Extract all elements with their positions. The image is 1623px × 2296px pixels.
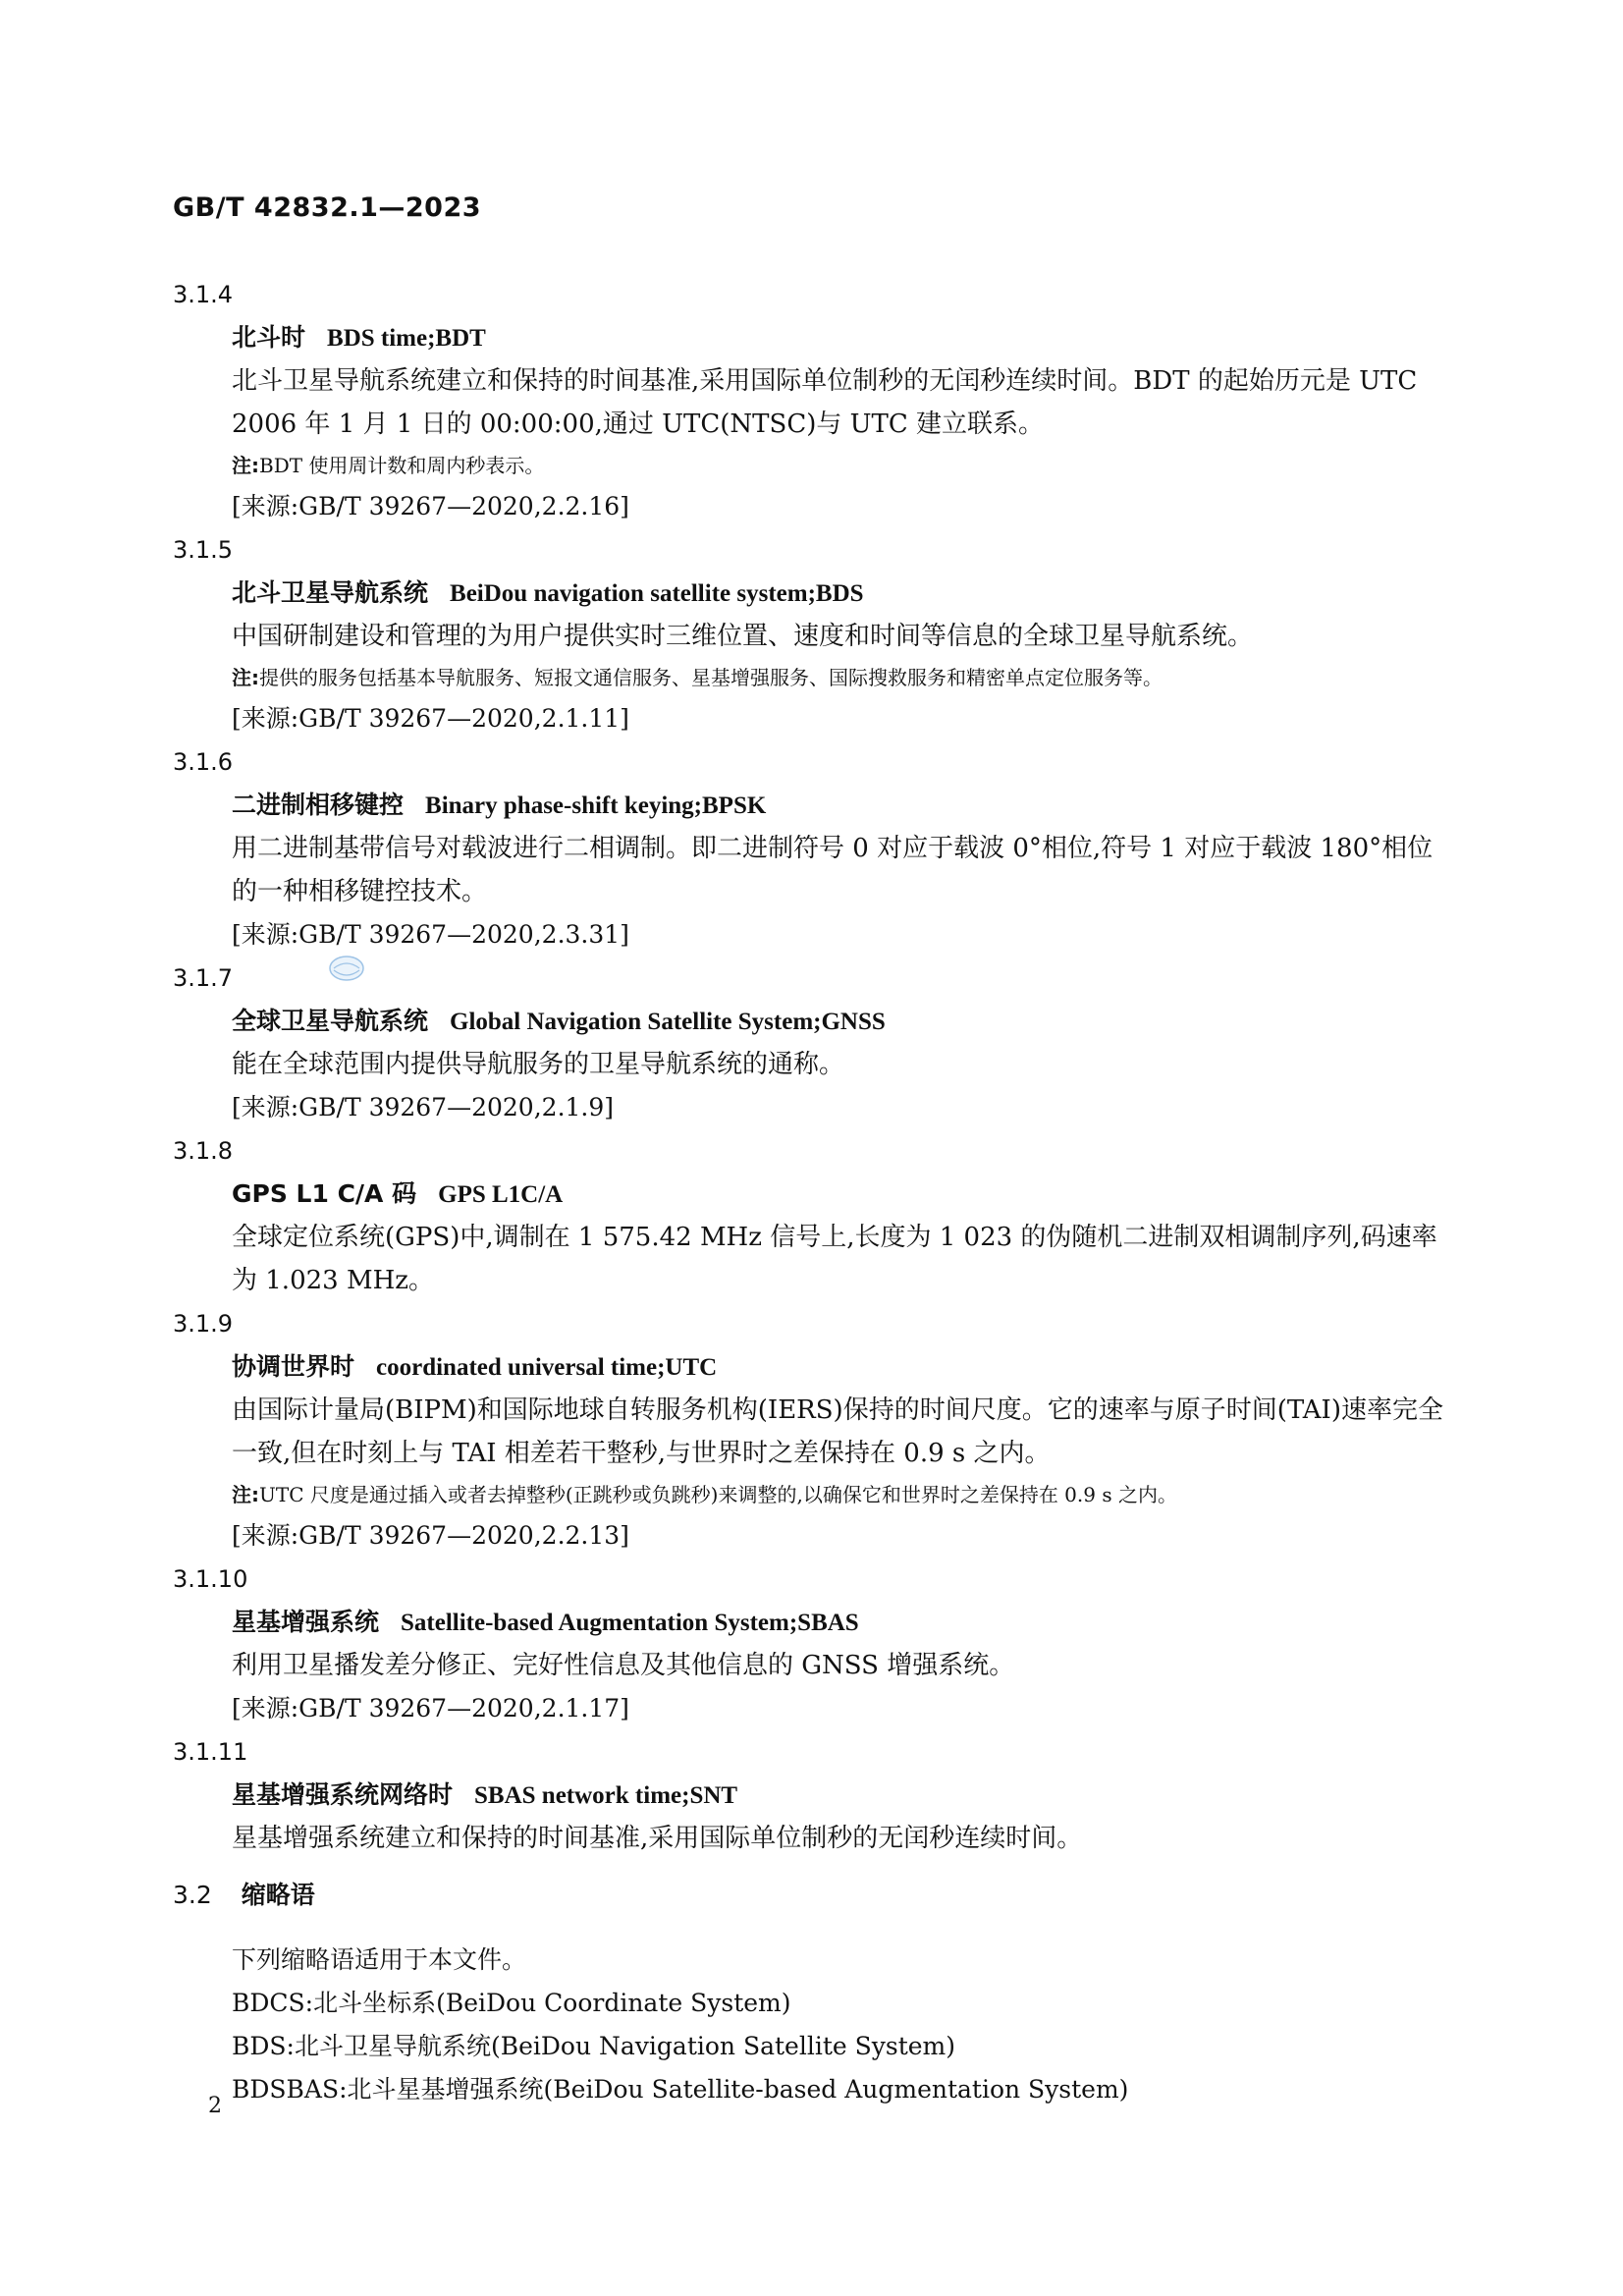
term-heading	[173, 316, 1449, 359]
term-entry	[173, 1558, 1449, 1730]
term-english: BeiDou navigation satellite system;BDS	[450, 580, 864, 607]
term-english: coordinated universal time;UTC	[376, 1354, 718, 1381]
term-heading	[173, 1173, 1449, 1216]
term-english: Binary phase-shift keying;BPSK	[425, 793, 767, 819]
term-chinese: 北斗卫星导航系统	[232, 578, 429, 607]
term-entry	[173, 1302, 1449, 1558]
term-definition: 全球定位系统(GPS)中,调制在 1 575.42 MHz 信号上,长度为 1 023 的伪随机二进制双相调制序列,码速率为 1.023 MHz。	[232, 1223, 1437, 1295]
term-heading	[173, 572, 1449, 615]
note-text: BDT 使用周计数和周内秒表示。	[259, 454, 545, 477]
term-chinese: 星基增强系统	[232, 1608, 380, 1636]
term-chinese: 协调世界时	[232, 1352, 355, 1381]
term-definition: 用二进制基带信号对载波进行二相调制。即二进制符号 0 对应于载波 0°相位,符号 1 对应于载波 180°相位的一种相移键控技术。	[232, 834, 1434, 906]
term-heading	[173, 1601, 1449, 1644]
term-note	[173, 446, 1449, 485]
term-source: [来源:GB/T 39267—2020,2.2.16]	[232, 492, 629, 520]
note-label: 注:	[232, 454, 259, 477]
term-definition: 能在全球范围内提供导航服务的卫星导航系统的通称。	[232, 1050, 845, 1079]
term-entry	[173, 528, 1449, 740]
standard-id-header: GB/T 42832.1—2023	[173, 192, 482, 223]
term-definition: 由国际计量局(BIPM)和国际地球自转服务机构(IERS)保持的时间尺度。它的速率与原子时间(TAI)速率完全一致,但在时刻上与 TAI 相差若干整秒,与世界时之差保持在 0.9 s 之内。	[232, 1395, 1443, 1468]
section-number: 3.2	[173, 1881, 212, 1909]
clause-number: 3.1.8	[173, 1137, 234, 1165]
term-note	[173, 1475, 1449, 1514]
term-english: GPS L1C/A	[438, 1181, 564, 1208]
term-heading	[173, 1345, 1449, 1389]
term-heading	[173, 784, 1449, 827]
term-english: Satellite-based Augmentation System;SBAS	[401, 1610, 859, 1636]
note-label: 注:	[232, 1483, 259, 1506]
term-definition: 中国研制建设和管理的为用户提供实时三维位置、速度和时间等信息的全球卫星导航系统。	[232, 622, 1254, 651]
section-title: 缩略语	[241, 1881, 315, 1909]
abbreviation-item: BDSBAS:北斗星基增强系统(BeiDou Satellite-based Augmentation System)	[232, 2075, 1129, 2104]
note-label: 注:	[232, 666, 259, 689]
clause-number: 3.1.9	[173, 1310, 234, 1338]
clause-number: 3.1.6	[173, 748, 234, 776]
term-chinese: 北斗时	[232, 323, 306, 352]
note-text: UTC 尺度是通过插入或者去掉整秒(正跳秒或负跳秒)来调整的,以确保它和世界时之差保持在 0.9 s 之内。	[259, 1483, 1177, 1506]
page-number: 2	[208, 2094, 222, 2118]
section-intro: 下列缩略语适用于本文件。	[232, 1945, 527, 1974]
clause-number: 3.1.7	[173, 964, 234, 992]
term-chinese: GPS L1 C/A 码	[232, 1179, 417, 1208]
term-source: [来源:GB/T 39267—2020,2.1.9]	[232, 1093, 615, 1121]
abbreviation-item: BDS:北斗卫星导航系统(BeiDou Navigation Satellite System)	[232, 2032, 956, 2060]
document-body	[173, 273, 1449, 2111]
abbreviation-item: BDCS:北斗坐标系(BeiDou Coordinate System)	[232, 1989, 791, 2017]
term-entry	[173, 1129, 1449, 1302]
term-heading	[173, 1774, 1449, 1817]
term-english: Global Navigation Satellite System;GNSS	[450, 1009, 886, 1035]
term-note	[173, 658, 1449, 697]
term-entry	[173, 273, 1449, 528]
clause-number: 3.1.10	[173, 1565, 248, 1593]
term-english: SBAS network time;SNT	[474, 1782, 738, 1809]
term-definition: 星基增强系统建立和保持的时间基准,采用国际单位制秒的无闰秒连续时间。	[232, 1824, 1083, 1853]
term-definition: 北斗卫星导航系统建立和保持的时间基准,采用国际单位制秒的无闰秒连续时间。BDT 的起始历元是 UTC 2006 年 1 月 1 日的 00:00:00,通过 UTC(NTSC)与 UTC 建立联系。	[232, 366, 1418, 439]
section-heading	[173, 1874, 1449, 1917]
term-source: [来源:GB/T 39267—2020,2.3.31]	[232, 920, 629, 949]
term-source: [来源:GB/T 39267—2020,2.1.17]	[232, 1694, 629, 1722]
term-source: [来源:GB/T 39267—2020,2.1.11]	[232, 704, 629, 733]
clause-number: 3.1.11	[173, 1738, 248, 1766]
clause-number: 3.1.4	[173, 281, 234, 308]
note-text: 提供的服务包括基本导航服务、短报文通信服务、星基增强服务、国际搜救服务和精密单点定位服务等。	[259, 666, 1163, 689]
term-source: [来源:GB/T 39267—2020,2.2.13]	[232, 1521, 629, 1550]
term-english: BDS time;BDT	[327, 325, 486, 352]
term-chinese: 二进制相移键控	[232, 791, 405, 819]
term-entry	[173, 1730, 1449, 1860]
term-heading	[173, 1000, 1449, 1043]
term-entry	[173, 740, 1449, 957]
term-definition: 利用卫星播发差分修正、完好性信息及其他信息的 GNSS 增强系统。	[232, 1651, 1015, 1680]
clause-number: 3.1.5	[173, 536, 234, 564]
term-chinese: 全球卫星导航系统	[232, 1007, 429, 1035]
term-entry	[173, 957, 1449, 1129]
term-chinese: 星基增强系统网络时	[232, 1780, 454, 1809]
